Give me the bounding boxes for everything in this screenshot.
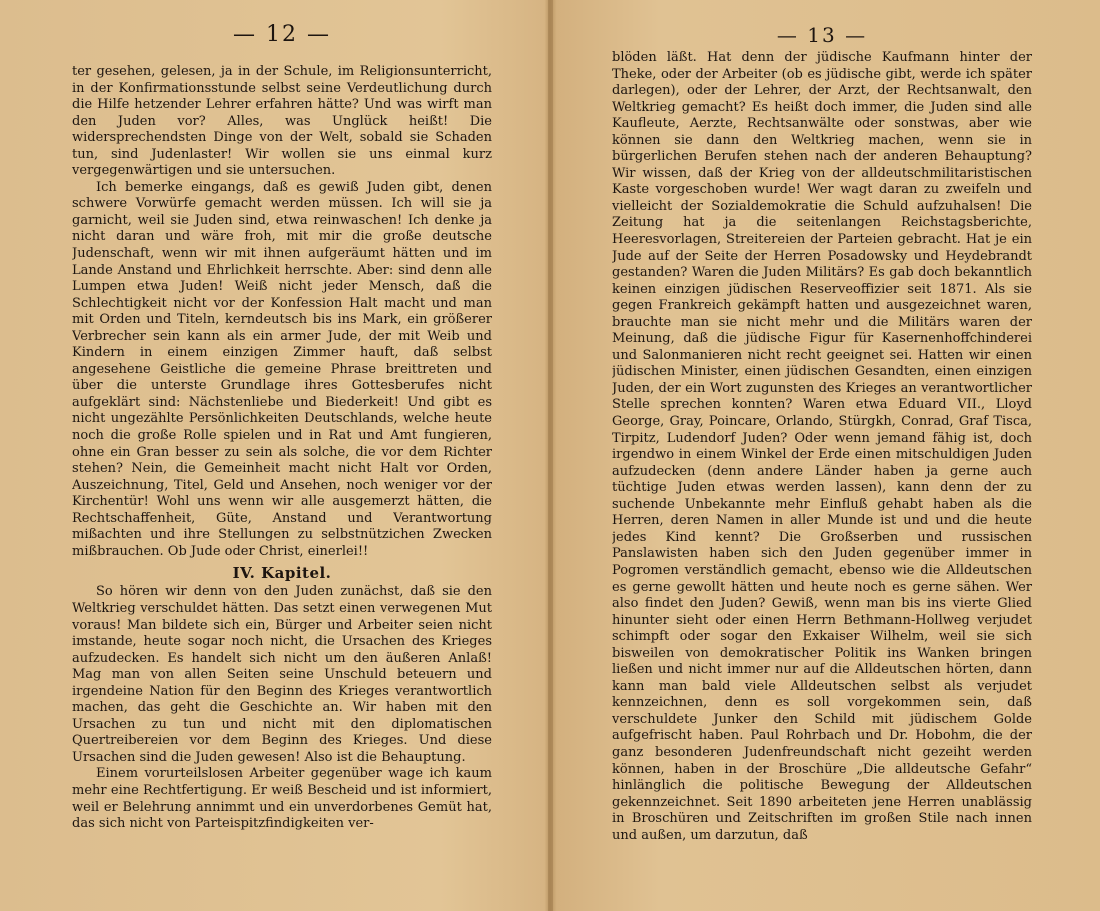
left-page [72,22,492,892]
chapter-heading: IV. Kapitel. [232,564,332,583]
book-gutter [548,0,553,911]
left-paragraph-1: ter gesehen, gelesen, ja in der Schule, im Religionsunterricht, in der Konfirmationsstunde selbst seine Verdeutlichung durch die Hilfe hetzender Lehrer erfahren hätte? Und was wirft man den Juden vor? Alles, was Unglück heißt! Die widersprechendsten Dinge von der Welt, sobald sie Schaden tun, sind Judenlaster! Wir wollen sie uns einmal kurz vergegenwärtigen und sie untersuchen. [72,64,492,179]
right-page [612,22,1032,892]
left-paragraph-2: Ich bemerke eingangs, daß es gewiß Juden gibt, denen schwere Vorwürfe gemacht werden müssen. Ich will sie ja garnicht, weil sie Juden sind, etwa reinwaschen! Ich denke ja nicht daran und wäre froh, mit mir die große deutsche Judenschaft, wenn wir mit ihnen aufgeräumt hätten und im Lande Anstand und Ehrlichkeit herrschte. Aber: sind denn alle Lumpen etwa Juden! Weiß nicht jeder Mensch, daß die Schlechtigkeit nicht vor der Konfession Halt macht und man mit Orden und Titeln, kerndeutsch bis ins Mark, ein größerer Verbrecher sein kann als ein armer Jude, der mit Weib und Kindern in einem einzigen Zimmer hauft, daß selbst angesehene Geistliche die gemeine Phrase breittreten und über die unterste Grundlage ihres Gottesberufes nicht aufgeklärt sind: Nächstenliebe und Biederkeit! Und gibt es nicht ungezählte Persönlichkeiten Deutschlands, welche heute noch die große Rolle spielen und in Rat und Amt fungieren, ohne ein Gran besser zu sein als solche, die vor dem Richter stehen? Nein, die Gemeinheit macht nicht Halt vor Orden, Auszeichnung, Titel, Geld und Ansehen, noch weniger vor der Kirchentür! Wohl uns wenn wir alle ausgemerzt hätten, die Rechtschaffenheit, Güte, Anstand und Verantwortung mißachten und ihre Stellungen zu selbstnützichen Zwecken mißbrauchen. Ob Jude oder Christ, einerlei!! [72,179,492,559]
chapter-paragraph-1: So hören wir denn von den Juden zunächst, daß sie den Weltkrieg verschuldet hätten. Das setzt einen verwegenen Mut voraus! Man bildete sich ein, Bürger und Arbeiter seien nicht imstande, heute sogar noch nicht, die Ursachen des Krieges aufzudecken. Es handelt sich nicht um den äußeren Anlaß! Mag man von allen Seiten seine Unschuld beteuern und irgendeine Nation für den Beginn des Krieges verantwortlich machen, das geht die Geschichte an. Wir haben mit den Ursachen zu tun und nicht mit den diplomatischen Quertreibereien vor dem Beginn des Krieges. Und diese Ursachen sind die Juden gewesen! Also ist die Behauptung. [72,584,492,765]
chapter-paragraph-2: Einem vorurteilslosen Arbeiter gegenüber wage ich kaum mehr eine Rechtfertigung. Er weiß Bescheid und ist informiert, weil er Belehrung annimmt und ein unverdorbenes Gemüt hat, das sich nicht von Parteispitzfindigkeiten ver- [72,766,492,832]
right-paragraph-1: blöden läßt. Hat denn der jüdische Kaufmann hinter der Theke, oder der Arbeiter (ob es jüdische gibt, werde ich später darlegen), oder der Lehrer, der Arzt, der Rechtsanwalt, den Weltkrieg gemacht? Es heißt doch immer, die Juden sind alle Kaufleute, Aerzte, Rechtsanwälte oder sonstwas, aber wie können sie dann den Weltkrieg machen, wenn sie in bürgerlichen Berufen stehen nach der anderen Behauptung? Wir wissen, daß der Krieg von der alldeutschmilitaristischen Kaste vorgeschoben wurde! Wer wagt daran zu zweifeln und vielleicht der Sozialdemokratie die Schuld aufzuhalsen! Die Zeitung hat ja die seitenlangen Reichstagsberichte, Heeresvorlagen, Streitereien der Parteien gebracht. Hat je ein Jude auf der Seite der Herren Posadowsky und Heydebrandt gestanden? Waren die Juden Militärs? Es gab doch bekanntlich keinen einzigen jüdischen Reserveoffizier seit 1871. Als sie gegen Frankreich gekämpft hatten und ausgezeichnet waren, brauchte man sie nicht mehr und die Militärs waren der Meinung, daß die jüdische Figur für Kasernenhoffchinderei und Salonmanieren nicht recht geeignet sei. Hatten wir einen jüdischen Minister, einen jüdischen Gesandten, einen einzigen Juden, der ein Wort zugunsten des Krieges an verantwortlicher Stelle sprechen konnten? Waren etwa Eduard VII., Lloyd George, Gray, Poincare, Orlando, Stürgkh, Conrad, Graf Tisca, Tirpitz, Ludendorf Juden? Oder wenn jemand fähig ist, doch irgendwo in einem Winkel der Erde einen mitschuldigen Juden aufzudecken (denn andere Länder haben ja gerne auch tüchtige Juden etwas werden lassen), kann denn der zu suchende Unbekannte mehr Einfluß gehabt haben als die Herren, deren Namen in aller Munde ist und und die heute jedes Kind kennt? Die Großserben und russischen Panslawisten haben sich den Juden gegenüber immer in Pogromen verständlich gemacht, ebenso wie die Alldeutschen es gerne gewollt hätten und heute noch es gerne sähen. Wer also findet den Juden? Gewiß, wenn man bis ins vierte Glied hinunter sieht oder einen Herrn Bethmann-Hollweg verjudet schimpft oder sogar den Exkaiser Wilhelm, weil sie sich bisweilen von demokratischer Politik ins Wanken bringen ließen und nicht immer nur auf die Alldeutschen hörten, dann kann man bald viele Alldeutschen selbst als verjudet kennzeichnen, denn es soll vorgekommen sein, daß verschuldete Junker den Schild mit jüdischem Golde aufgefrischt haben. Paul Rohrbach und Dr. Hobohm, die der ganz besonderen Judenfreundschaft nicht gezeiht werden können, haben in der Broschüre „Die alldeutsche Gefahr“ hinlänglich die politische Bewegung der Alldeutschen gekennzeichnet. Seit 1890 arbeiteten jene Herren unablässig in Broschüren und Zeitschriften im großen Stile nach innen und außen, um darzutun, daß [612,50,1032,843]
page-number-right: — 13 — [776,23,868,47]
page-number-left: — 12 — [233,22,331,47]
